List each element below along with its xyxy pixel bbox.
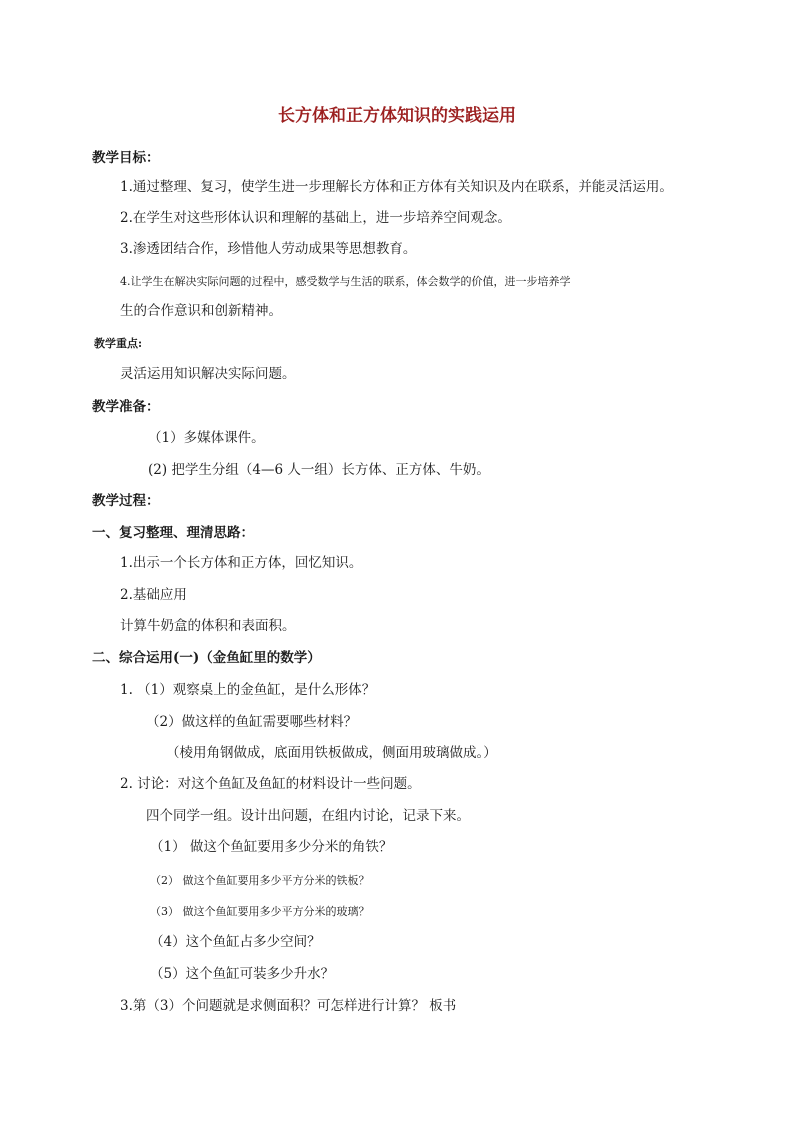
section2-question-1: （1） 做这个鱼缸要用多少分米的角铁？ [150, 839, 393, 855]
section2-question-5: （5）这个鱼缸可装多少升水？ [150, 966, 335, 982]
goal-item-3: 3.渗透团结合作，珍惜他人劳动成果等思想教育。 [120, 241, 417, 257]
goals-heading: 教学目标： [92, 150, 160, 166]
key-points-heading: 教学重点: [94, 337, 143, 350]
section2-heading: 二、综合运用(一)（金鱼缸里的数学） [92, 650, 321, 666]
section2-item-2: （2）做这样的鱼缸需要哪些材料？ [146, 714, 358, 730]
key-points-text: 灵活运用知识解决实际问题。 [120, 366, 296, 382]
goal-item-4: 4.让学生在解决实际问题的过程中，感受数学与生活的联系，体会数学的价值，进一步培养学 [120, 275, 571, 288]
section2-item-6: 3.第（3）个问题就是求侧面积？可怎样进行计算？ 板书 [120, 998, 457, 1014]
section1-item-2: 2.基础应用 [120, 587, 187, 603]
section1-item-1: 1.出示一个长方体和正方体，回忆知识。 [120, 555, 363, 571]
section1-item-3: 计算牛奶盒的体积和表面积。 [120, 618, 296, 634]
section2-item-5: 四个同学一组。设计出问题，在组内讨论，记录下来。 [146, 808, 470, 824]
goal-item-1: 1.通过整理、复习，使学生进一步理解长方体和正方体有关知识及内在联系，并能灵活运用。 [120, 179, 673, 195]
section2-item-3: （棱用角钢做成，底面用铁板做成，侧面用玻璃做成。） [166, 745, 497, 761]
section2-question-4: （4）这个鱼缸占多少空间？ [150, 934, 321, 950]
section2-item-4: 2. 讨论：对这个鱼缸及鱼缸的材料设计一些问题。 [120, 776, 421, 792]
goal-item-4-cont: 生的合作意识和创新精神。 [120, 303, 282, 319]
process-heading: 教学过程： [92, 493, 160, 509]
section1-heading: 一、复习整理、理清思路： [92, 525, 254, 541]
preparation-item-2: (2) 把学生分组（4—6 人一组）长方体、正方体、牛奶。 [148, 462, 490, 478]
preparation-heading: 教学准备： [92, 399, 160, 415]
goal-item-2: 2.在学生对这些形体认识和理解的基础上，进一步培养空间观念。 [120, 210, 511, 226]
section2-question-2: （2） 做这个鱼缸要用多少平方分米的铁板？ [150, 874, 370, 887]
section2-question-3: （3） 做这个鱼缸要用多少平方分米的玻璃？ [150, 905, 370, 918]
preparation-item-1: （1）多媒体课件。 [148, 430, 265, 446]
document-title: 长方体和正方体知识的实践运用 [278, 106, 516, 126]
section2-item-1: 1. （1）观察桌上的金鱼缸，是什么形体？ [120, 682, 376, 698]
